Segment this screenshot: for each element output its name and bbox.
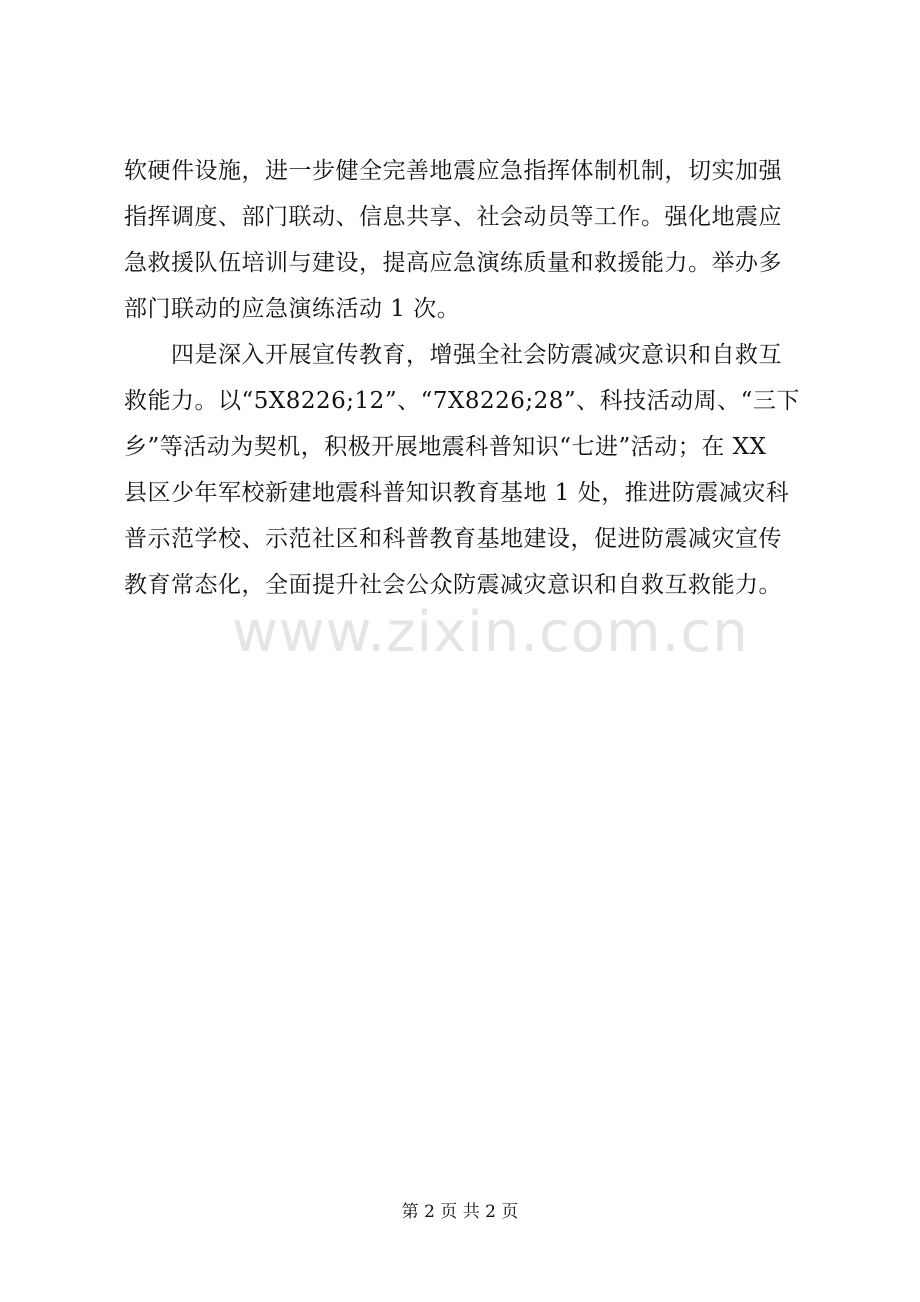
document-body [124,148,824,608]
page-number-footer: 第 2 页 共 2 页 [401,1202,519,1222]
text-line: 救能力。以“5X8226;12”、“7X8226;28”、科技活动周、“三下 [124,388,800,414]
text-line: 县区少年军校新建地震科普知识教育基地 1 处，推进防震减灾科 [124,480,790,506]
text-line: 教育常态化，全面提升社会公众防震减灾意识和自救互救能力。 [124,572,782,598]
text-line: 软硬件设施，进一步健全完善地震应急指挥体制机制，切实加强 [124,158,782,184]
text-line: 指挥调度、部门联动、信息共享、社会动员等工作。强化地震应 [124,204,782,230]
text-line: 四是深入开展宣传教育，增强全社会防震减灾意识和自救互 [124,342,782,368]
text-line: 急救援队伍培训与建设，提高应急演练质量和救援能力。举办多 [124,250,782,276]
text-line: 普示范学校、示范社区和科普教育基地建设，促进防震减灾宣传 [124,526,782,552]
text-line: 部门联动的应急演练活动 1 次。 [124,296,461,322]
watermark: www.zixin.com.cn [232,600,749,665]
text-line: 乡”等活动为契机，积极开展地震科普知识“七进”活动；在 XX [124,434,767,460]
